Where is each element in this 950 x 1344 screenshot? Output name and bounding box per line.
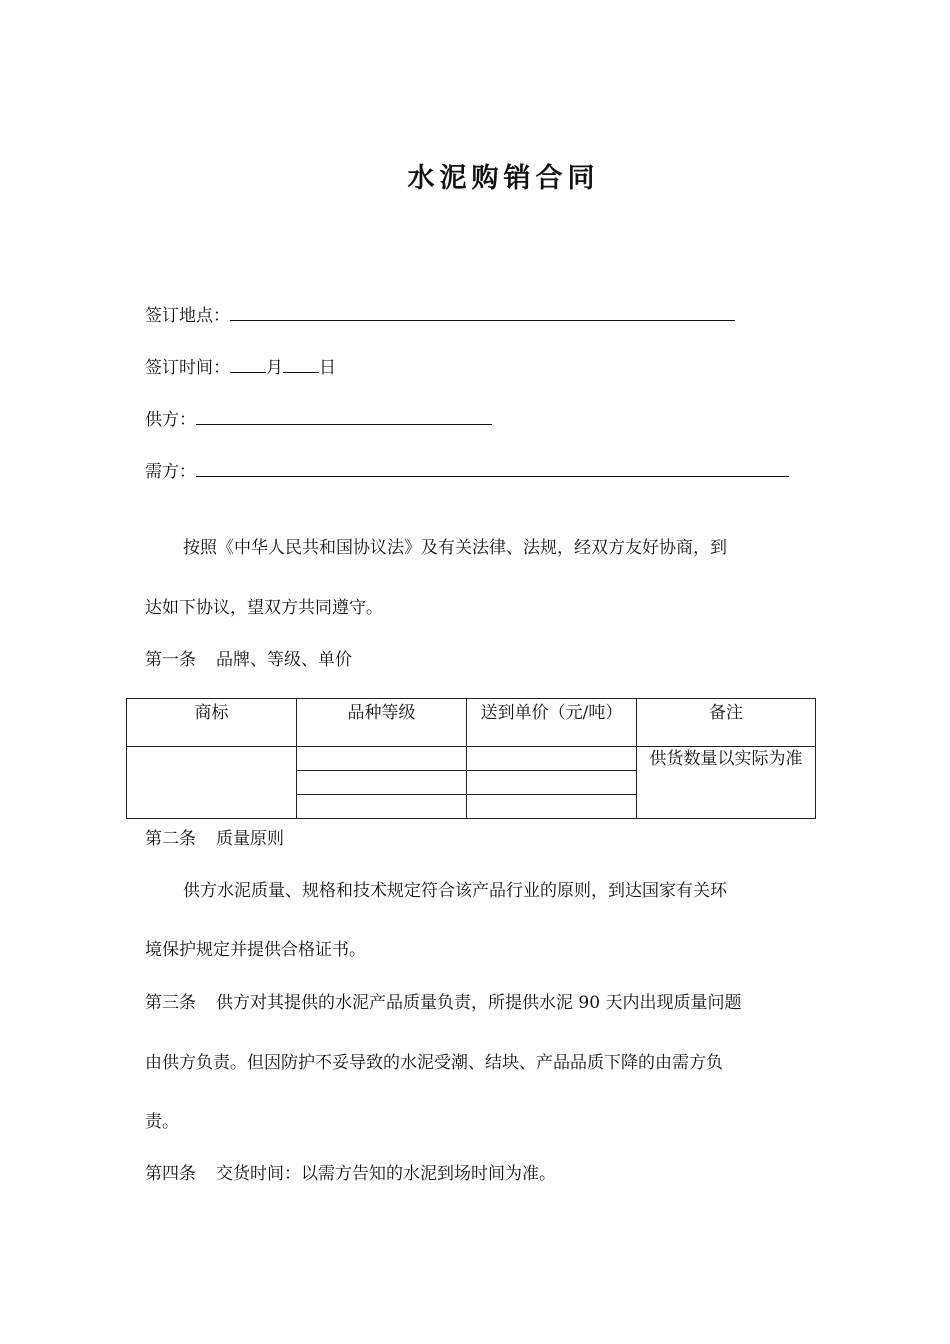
article-1-title: 品牌、等级、单价 — [216, 650, 352, 670]
month-blank — [230, 355, 266, 373]
article-4-text: 交货时间：以需方告知的水泥到场时间为准。 — [216, 1164, 556, 1184]
intro-line-1: 按照《中华人民共和国协议法》及有关法律、法规，经双方友好协商，到 — [183, 538, 727, 558]
supplier-line — [145, 407, 492, 432]
article-2-line-2: 境保护规定并提供合格证书。 — [145, 940, 366, 960]
signing-time-label: 签订时间： — [145, 358, 230, 378]
article-2-number: 第二条 — [145, 829, 196, 849]
supplier-label: 供方： — [145, 410, 196, 430]
grade-cell — [297, 747, 467, 771]
price-cell — [467, 771, 637, 795]
article-3-number: 第三条 — [145, 993, 196, 1013]
article-1-number: 第一条 — [145, 650, 196, 670]
article-3-text: 供方对其提供的水泥产品质量负责，所提供水泥 90 天内出现质量问题 — [216, 993, 742, 1013]
article-3-line-3: 责。 — [145, 1112, 179, 1132]
article-2-heading — [145, 827, 810, 851]
article-4-number: 第四条 — [145, 1164, 196, 1184]
signing-time-line — [145, 355, 336, 380]
trademark-cell — [127, 747, 297, 819]
month-label: 月 — [266, 358, 283, 378]
buyer-label: 需方： — [145, 462, 196, 482]
intro-line-2: 达如下协议，望双方共同遵守。 — [145, 598, 383, 618]
day-label: 日 — [319, 358, 336, 378]
table-row — [127, 747, 816, 771]
signing-place-blank — [230, 303, 735, 321]
grade-cell — [297, 795, 467, 819]
price-cell — [467, 795, 637, 819]
header-grade: 品种等级 — [297, 699, 467, 747]
signing-place-line — [145, 303, 735, 328]
table-header-row — [127, 699, 816, 747]
header-remarks: 备注 — [637, 699, 816, 747]
remarks-cell: 供货数量以实际为准 — [637, 747, 816, 819]
day-blank — [283, 355, 319, 373]
article-4-heading — [145, 1162, 810, 1186]
article-1-heading — [145, 648, 810, 672]
signing-place-label: 签订地点： — [145, 306, 230, 326]
article-2-line-1: 供方水泥质量、规格和技术规定符合该产品行业的原则，到达国家有关环 — [183, 881, 727, 901]
buyer-line — [145, 459, 789, 484]
price-cell — [467, 747, 637, 771]
supplier-blank — [196, 407, 492, 425]
price-table — [126, 698, 816, 819]
article-3-line-2: 由供方负责。但因防护不妥导致的水泥受潮、结块、产品品质下降的由需方负 — [145, 1053, 723, 1073]
article-3-line-1 — [145, 991, 810, 1015]
document-title: 水泥购销合同 — [407, 163, 600, 194]
header-trademark: 商标 — [127, 699, 297, 747]
buyer-blank — [196, 459, 789, 477]
grade-cell — [297, 771, 467, 795]
article-2-title: 质量原则 — [216, 829, 284, 849]
header-unit-price: 送到单价（元/吨） — [467, 699, 637, 747]
